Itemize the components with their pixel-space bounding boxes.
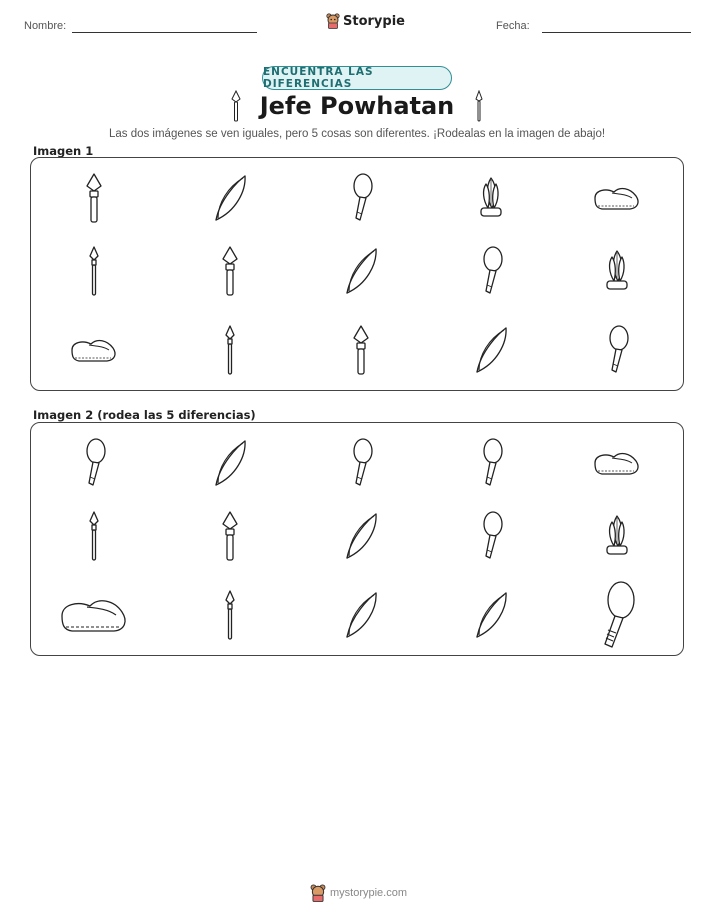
bow-icon	[471, 325, 511, 375]
image1-label: Imagen 1	[33, 144, 94, 158]
footer	[310, 884, 407, 902]
spear-icon	[472, 90, 486, 122]
moccasin-icon	[592, 182, 642, 214]
club-icon	[348, 172, 374, 224]
date-line[interactable]	[542, 32, 691, 33]
brand-logo	[326, 13, 405, 29]
moccasin-icon[interactable]	[58, 592, 130, 638]
image2-panel[interactable]	[30, 422, 684, 656]
moccasin-icon	[69, 334, 119, 366]
spear-icon[interactable]	[223, 589, 237, 641]
bow-icon[interactable]	[471, 590, 511, 640]
club-icon[interactable]	[595, 580, 639, 650]
page-title: Jefe Powhatan	[259, 92, 455, 120]
image2-label: Imagen 2 (rodea las 5 diferencias)	[33, 408, 256, 422]
club-icon[interactable]	[478, 510, 504, 562]
bow-icon[interactable]	[210, 438, 250, 488]
spear-icon	[350, 324, 372, 376]
moccasin-icon[interactable]	[592, 447, 642, 479]
club-icon	[478, 245, 504, 297]
name-line[interactable]	[72, 32, 257, 33]
bear-mascot-icon	[326, 13, 340, 29]
bow-icon[interactable]	[341, 590, 381, 640]
feather-headdress-icon	[604, 249, 630, 293]
bear-mascot-icon	[310, 884, 326, 902]
name-label: Nombre:	[24, 20, 67, 32]
spear-icon	[87, 245, 101, 297]
spear-icon[interactable]	[219, 510, 241, 562]
brand-name: Storypie	[343, 13, 405, 29]
date-label: Fecha:	[496, 20, 530, 32]
feather-headdress-icon	[478, 176, 504, 220]
image1-panel	[30, 157, 684, 391]
spear-icon	[83, 172, 105, 224]
spear-icon	[219, 245, 241, 297]
instructions: Las dos imágenes se ven iguales, pero 5 cosas son diferentes. ¡Rodealas en la imagen de abajo!	[108, 128, 606, 140]
bow-icon	[210, 173, 250, 223]
spear-icon	[223, 324, 237, 376]
spear-icon[interactable]	[87, 510, 101, 562]
feather-headdress-icon[interactable]	[604, 514, 630, 558]
club-icon[interactable]	[478, 437, 504, 489]
club-icon[interactable]	[81, 437, 107, 489]
footer-url[interactable]: mystorypie.com	[330, 887, 408, 899]
bow-icon	[341, 246, 381, 296]
bow-icon[interactable]	[341, 511, 381, 561]
activity-badge: ENCUENTRA LAS DIFERENCIAS	[262, 66, 452, 90]
club-icon[interactable]	[348, 437, 374, 489]
club-icon	[604, 324, 630, 376]
